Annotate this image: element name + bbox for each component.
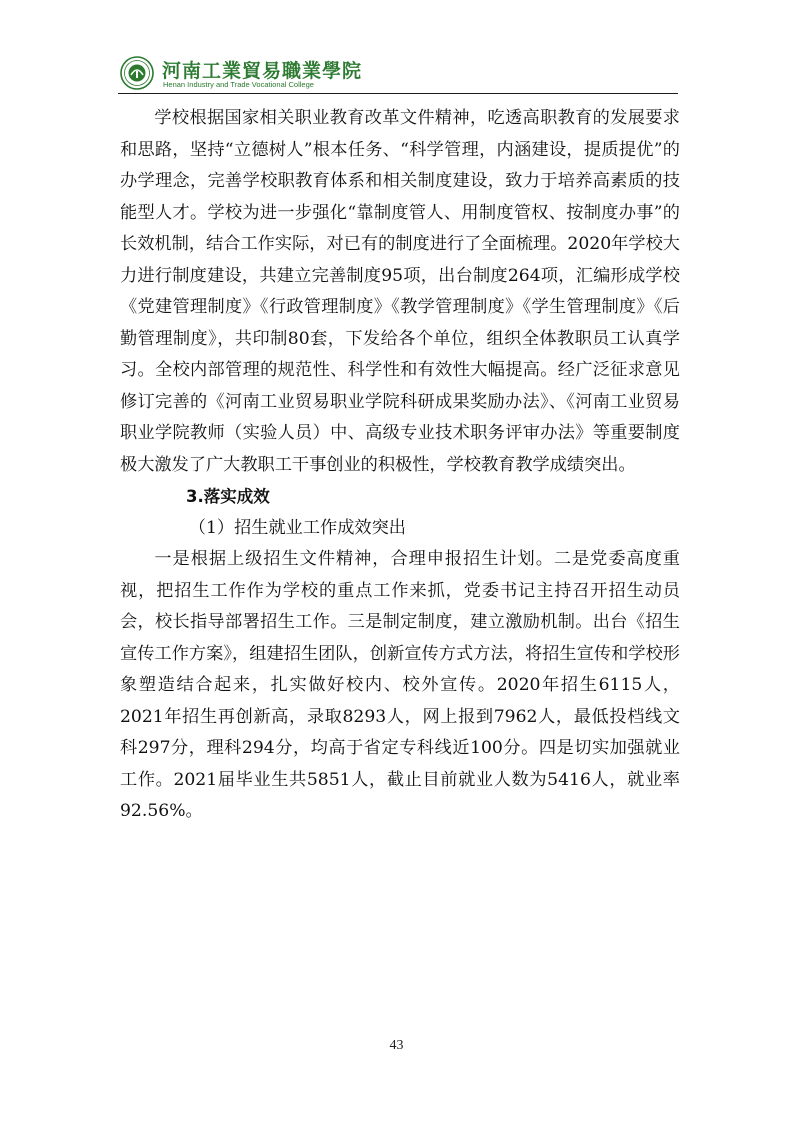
page-number: 43 bbox=[389, 1038, 404, 1053]
college-name-cn: 河南工業貿易職業學院 bbox=[162, 60, 363, 82]
document-body bbox=[120, 103, 680, 828]
college-name-en: Henan Industry and Trade Vocational College bbox=[163, 80, 314, 89]
subsection-title: （1）招生就业工作成效突出 bbox=[188, 517, 406, 538]
section-title: 3.落实成效 bbox=[186, 487, 270, 506]
header-rule bbox=[118, 93, 678, 94]
college-logo-icon bbox=[120, 56, 154, 90]
paragraph-enrollment-employment: 一是根据上级招生文件精神，合理申报招生计划。二是党委高度重视，把招生工作作为学校的重点工作来抓，党委书记主持召开招生动员会，校长指导部署招生工作。三是制定制度，建立激励机制。出台《招生宣传工作方案》，组建招生团队，创新宣传方式方法，将招生宣传和学校形象塑造结合起来，扎实做好校内、校外宣传。2020年招生6115人，2021年招生再创新高，录取8293人，网上报到7962人，最低投档线文科297分，理科294分，均高于省定专科线近100分。四是切实加强就业工作。2021届毕业生共5851人，截止目前就业人数为5416人，就业率92.56%。 bbox=[120, 549, 680, 821]
page-header bbox=[118, 52, 678, 94]
paragraph-institutional-system: 学校根据国家相关职业教育改革文件精神，吃透高职教育的发展要求和思路，坚持“立德树人”根本任务、“科学管理，内涵建设，提质提优”的办学理念，完善学校职教育体系和相关制度建设，致力于培养高素质的技能型人才。学校为进一步强化“靠制度管人、用制度管权、按制度办事”的长效机制，结合工作实际，对已有的制度进行了全面梳理。2020年学校大力进行制度建设，共建立完善制度95项，出台制度264项，汇编形成学校《党建管理制度》《行政管理制度》《教学管理制度》《学生管理制度》《后勤管理制度》，共印制80套，下发给各个单位，组织全体教职员工认真学习。全校内部管理的规范性、科学性和有效性大幅提高。经广泛征求意见修订完善的《河南工业贸易职业学院科研成果奖励办法》、《河南工业贸易职业学院教师（实验人员）中、高级专业技术职务评审办法》等重要制度极大激发了广大教职工干事创业的积极性，学校教育教学成绩突出。 bbox=[120, 108, 680, 475]
